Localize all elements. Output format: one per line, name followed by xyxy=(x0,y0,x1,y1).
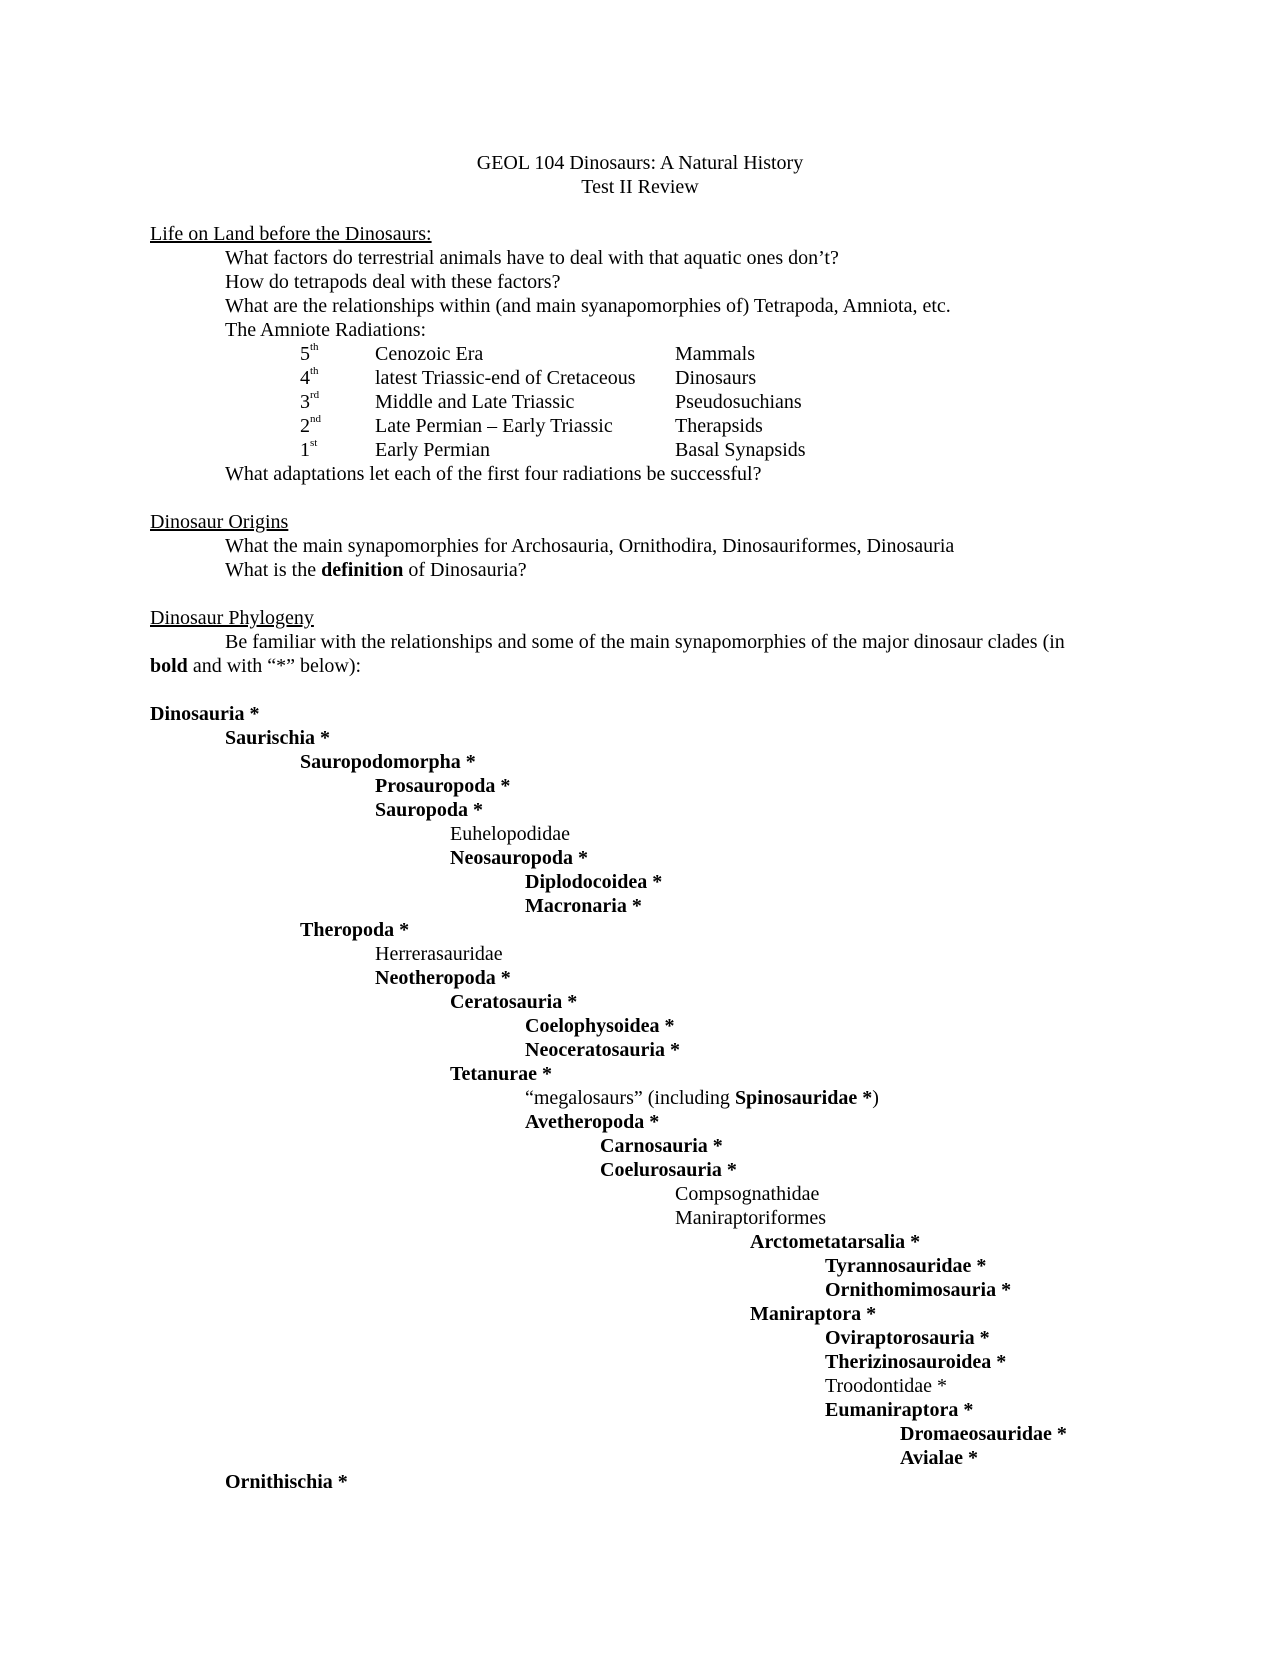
clade-item: Carnosauria * xyxy=(600,1135,723,1157)
question: What are the relationships within (and main syanapomorphies of) Tetrapoda, Amniota, etc. xyxy=(225,295,951,317)
clade-item: Neotheropoda * xyxy=(375,967,511,989)
clade-item: Compsognathidae xyxy=(675,1183,820,1205)
clade-item: Ceratosauria * xyxy=(450,991,578,1013)
phylogeny-intro: Be familiar with the relationships and some of the main synapomorphies of the major dinosaur clades (in xyxy=(225,631,1065,653)
radiation-group: Therapsids xyxy=(675,415,763,437)
clade-item: Maniraptora * xyxy=(750,1303,877,1325)
question: What is the definition of Dinosauria? xyxy=(225,559,527,581)
radiation-time: Middle and Late Triassic xyxy=(375,391,575,413)
section-heading-origins: Dinosaur Origins xyxy=(150,511,289,533)
question: What the main synapomorphies for Archosauria, Ornithodira, Dinosauriformes, Dinosauria xyxy=(225,535,955,557)
radiation-group: Dinosaurs xyxy=(675,367,757,389)
clade-item: Neoceratosauria * xyxy=(525,1039,680,1061)
clade-item: Avetheropoda * xyxy=(525,1111,660,1133)
radiation-rank: 5th xyxy=(300,341,319,365)
clade-item: Saurischia * xyxy=(225,727,331,749)
clade-item: Tetanurae * xyxy=(450,1063,553,1085)
clade-item: Coelurosauria * xyxy=(600,1159,737,1181)
document-subtitle: Test II Review xyxy=(581,176,699,198)
clade-item: Neosauropoda * xyxy=(450,847,588,869)
clade-item: Ornithomimosauria * xyxy=(825,1279,1012,1301)
radiation-time: Late Permian – Early Triassic xyxy=(375,415,613,437)
radiation-time: latest Triassic-end of Cretaceous xyxy=(375,367,636,389)
clade-item: Macronaria * xyxy=(525,895,642,917)
clade-item: Sauropoda * xyxy=(375,799,484,821)
clade-item: Herrerasauridae xyxy=(375,943,503,965)
radiation-time: Early Permian xyxy=(375,439,490,461)
clade-item: Euhelopodidae xyxy=(450,823,570,845)
section-heading-life-on-land: Life on Land before the Dinosaurs: xyxy=(150,223,432,245)
clade-item: Arctometatarsalia * xyxy=(750,1231,921,1253)
question: How do tetrapods deal with these factors? xyxy=(225,271,561,293)
clade-item-megalosaurs: “megalosaurs” (including Spinosauridae *) xyxy=(525,1087,879,1109)
clade-item: Prosauropoda * xyxy=(375,775,511,797)
radiation-rank: 1st xyxy=(300,437,318,461)
radiation-rank: 4th xyxy=(300,365,319,389)
question: What factors do terrestrial animals have to deal with that aquatic ones don’t? xyxy=(225,247,839,269)
phylogeny-intro-continued: bold and with “*” below): xyxy=(150,655,362,677)
clade-item: Dromaeosauridae * xyxy=(900,1423,1067,1445)
clade-item: Theropoda * xyxy=(300,919,410,941)
clade-item: Sauropodomorpha * xyxy=(300,751,476,773)
clade-item: Oviraptorosauria * xyxy=(825,1327,990,1349)
radiation-group: Pseudosuchians xyxy=(675,391,802,413)
radiation-group: Mammals xyxy=(675,343,755,365)
clade-item: Therizinosauroidea * xyxy=(825,1351,1007,1373)
radiations-label: The Amniote Radiations: xyxy=(225,319,427,341)
clade-item: Tyrannosauridae * xyxy=(825,1255,987,1277)
clade-item: Ornithischia * xyxy=(225,1471,348,1493)
clade-item: Avialae * xyxy=(900,1447,978,1469)
clade-item: Diplodocoidea * xyxy=(525,871,663,893)
radiation-rank: 3rd xyxy=(300,389,320,413)
radiation-rank: 2nd xyxy=(300,413,321,437)
clade-item: Maniraptoriformes xyxy=(675,1207,827,1229)
clade-item: Troodontidae * xyxy=(825,1375,948,1397)
question: What adaptations let each of the first four radiations be successful? xyxy=(225,463,762,485)
section-heading-phylogeny: Dinosaur Phylogeny xyxy=(150,607,314,629)
radiation-time: Cenozoic Era xyxy=(375,343,484,365)
clade-item: Coelophysoidea * xyxy=(525,1015,675,1037)
radiation-group: Basal Synapsids xyxy=(675,439,806,461)
clade-item: Dinosauria * xyxy=(150,703,260,725)
document-title: GEOL 104 Dinosaurs: A Natural History xyxy=(476,152,804,174)
clade-item: Eumaniraptora * xyxy=(825,1399,974,1421)
